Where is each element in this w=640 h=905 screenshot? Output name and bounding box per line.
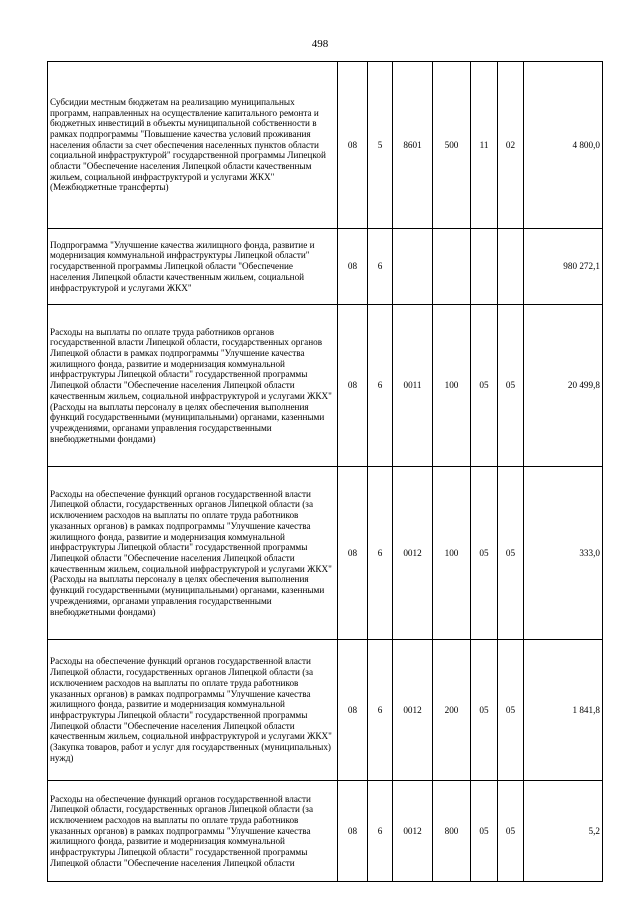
code-cell: 08 (338, 467, 368, 640)
code-cell: 6 (368, 640, 393, 781)
code-cell: 08 (338, 305, 368, 467)
code-cell: 05 (471, 781, 498, 882)
row-description: Подпрограмма "Улучшение качества жилищного фонда, развитие и модернизация коммунальной инфраструктуры Липецкой области" государственной программы Липецкой области "Обеспечение населения Липецкой области качественным жильем, социальной инфраструктурой и услугами ЖКХ" (48, 229, 338, 305)
code-cell: 0012 (393, 640, 433, 781)
code-cell: 8601 (393, 62, 433, 229)
table-row (48, 640, 603, 781)
code-cell: 05 (498, 305, 524, 467)
amount-cell: 980 272,1 (524, 229, 603, 305)
table-row (48, 467, 603, 640)
budget-table (47, 61, 603, 882)
code-cell: 0011 (393, 305, 433, 467)
code-cell: 6 (368, 467, 393, 640)
table-row (48, 305, 603, 467)
code-cell: 05 (498, 781, 524, 882)
table-row (48, 62, 603, 229)
amount-cell: 5,2 (524, 781, 603, 882)
row-description: Расходы на обеспечение функций органов государственной власти Липецкой области, государственных органов Липецкой области (за исключением расходов на выплаты по оплате труда работников указанных органов) в рамках подпрограммы "Улучшение качества жилищного фонда, развитие и модернизация коммунальной инфраструктуры Липецкой области" государственной программы Липецкой области "Обеспечение населения Липецкой области качественным жильем, социальной инфраструктурой и услугами ЖКХ" (Расходы на выплаты персоналу в целях обеспечения выполнения функций государственными (муниципальными) органами, казенными учреждениями, органами управления государственными внебюджетными фондами) (48, 467, 338, 640)
code-cell: 800 (433, 781, 471, 882)
code-cell (433, 229, 471, 305)
amount-cell: 1 841,8 (524, 640, 603, 781)
code-cell: 6 (368, 781, 393, 882)
row-description: Расходы на обеспечение функций органов государственной власти Липецкой области, государственных органов Липецкой области (за исключением расходов на выплаты по оплате труда работников указанных органов) в рамках подпрограммы "Улучшение качества жилищного фонда, развитие и модернизация коммунальной инфраструктуры Липецкой области" государственной программы Липецкой области "Обеспечение населения Липецкой области качественным жильем, социальной инфраструктурой и услугами ЖКХ" (Закупка товаров, работ и услуг для государственных (муниципальных) нужд) (48, 640, 338, 781)
code-cell: 100 (433, 305, 471, 467)
code-cell (498, 229, 524, 305)
code-cell: 05 (498, 640, 524, 781)
code-cell: 6 (368, 305, 393, 467)
code-cell: 0012 (393, 781, 433, 882)
code-cell (471, 229, 498, 305)
code-cell: 200 (433, 640, 471, 781)
code-cell: 5 (368, 62, 393, 229)
code-cell: 05 (471, 640, 498, 781)
code-cell: 100 (433, 467, 471, 640)
row-description: Расходы на обеспечение функций органов государственной власти Липецкой области, государственных органов Липецкой области (за исключением расходов на выплаты по оплате труда работников указанных органов) в рамках подпрограммы "Улучшение качества жилищного фонда, развитие и модернизация коммунальной инфраструктуры Липецкой области" государственной программы Липецкой области "Обеспечение населения Липецкой области (48, 781, 338, 882)
code-cell: 08 (338, 640, 368, 781)
code-cell: 6 (368, 229, 393, 305)
code-cell: 02 (498, 62, 524, 229)
code-cell: 05 (498, 467, 524, 640)
row-description: Субсидии местным бюджетам на реализацию муниципальных программ, направленных на осуществление капитального ремонта и бюджетных инвестиций в объекты муниципальной собственности в рамках подпрограммы "Повышение качества условий проживания населения области за счет обеспечения населенных пунктов области социальной инфраструктурой" государственной программы Липецкой области "Обеспечение населения Липецкой области качественным жильем, социальной инфраструктурой и услугами ЖКХ" (Межбюджетные трансферты) (48, 62, 338, 229)
amount-cell: 333,0 (524, 467, 603, 640)
code-cell: 05 (471, 305, 498, 467)
amount-cell: 4 800,0 (524, 62, 603, 229)
page-number: 498 (311, 38, 329, 50)
code-cell: 08 (338, 229, 368, 305)
amount-cell: 20 499,8 (524, 305, 603, 467)
table-row (48, 229, 603, 305)
code-cell: 11 (471, 62, 498, 229)
row-description: Расходы на выплаты по оплате труда работников органов государственной власти Липецкой области, государственных органов Липецкой области в рамках подпрограммы "Улучшение качества жилищного фонда, развитие и модернизация коммунальной инфраструктуры Липецкой области" государственной программы Липецкой области "Обеспечение населения Липецкой области качественным жильем, социальной инфраструктурой и услугами ЖКХ" (Расходы на выплаты персоналу в целях обеспечения выполнения функций государственными (муниципальными) органами, казенными учреждениями, органами управления государственными внебюджетными фондами) (48, 305, 338, 467)
code-cell (393, 229, 433, 305)
code-cell: 05 (471, 467, 498, 640)
code-cell: 08 (338, 62, 368, 229)
table-row (48, 781, 603, 882)
code-cell: 08 (338, 781, 368, 882)
code-cell: 0012 (393, 467, 433, 640)
code-cell: 500 (433, 62, 471, 229)
